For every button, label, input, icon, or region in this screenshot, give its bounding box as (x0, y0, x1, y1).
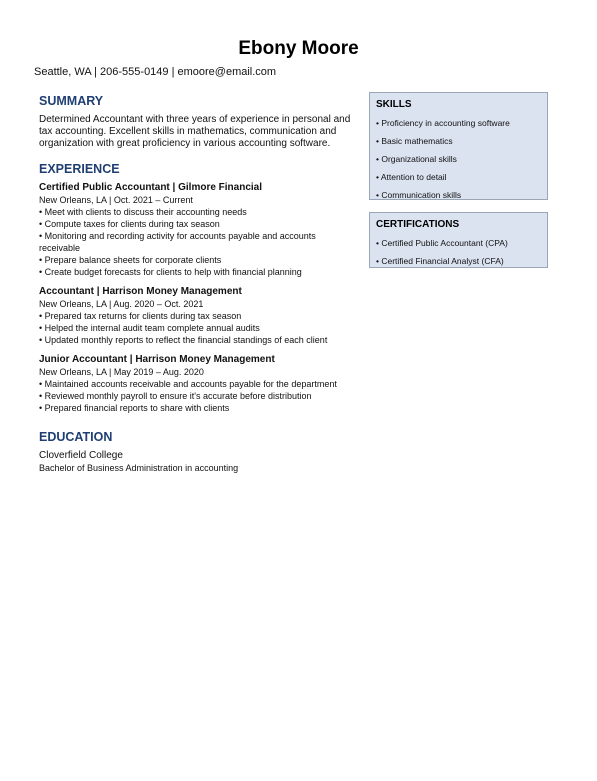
list-item: • Helped the internal audit team complete annual audits (39, 322, 359, 334)
job-bullets (39, 378, 359, 414)
list-item: • Meet with clients to discuss their accounting needs (39, 206, 359, 218)
list-item: • Prepare balance sheets for corporate clients (39, 254, 359, 266)
main-column (39, 94, 359, 474)
job-title: Certified Public Accountant | Gilmore Financial (39, 182, 263, 193)
job-title: Junior Accountant | Harrison Money Management (39, 354, 275, 365)
list-item: • Monitoring and recording activity for accounts payable and accounts receivable (39, 230, 359, 254)
certifications-heading: CERTIFICATIONS (376, 219, 460, 230)
job-meta: New Orleans, LA | May 2019 – Aug. 2020 (39, 367, 204, 377)
contact-line: Seattle, WA | 206-555-0149 | emoore@email.com (34, 66, 277, 78)
candidate-name: Ebony Moore (238, 38, 359, 59)
list-item: • Certified Financial Analyst (CFA) (376, 256, 541, 266)
list-item: • Compute taxes for clients during tax season (39, 218, 359, 230)
list-item: • Updated monthly reports to reflect the financial standings of each client (39, 334, 359, 346)
education-degree: Bachelor of Business Administration in accounting (39, 463, 239, 473)
experience-heading: EXPERIENCE (39, 162, 120, 176)
job-meta: New Orleans, LA | Aug. 2020 – Oct. 2021 (39, 299, 204, 309)
job-meta: New Orleans, LA | Oct. 2021 – Current (39, 195, 193, 205)
job-entry (39, 182, 359, 278)
education-school: Cloverfield College (39, 450, 123, 461)
list-item: • Basic mathematics (376, 136, 541, 146)
list-item: • Certified Public Accountant (CPA) (376, 238, 541, 248)
skills-heading: SKILLS (376, 99, 412, 110)
job-title: Accountant | Harrison Money Management (39, 286, 242, 297)
list-item: • Maintained accounts receivable and accounts payable for the department (39, 378, 359, 390)
skills-panel (369, 92, 548, 200)
list-item: • Prepared financial reports to share with clients (39, 402, 359, 414)
job-entry (39, 354, 359, 414)
skills-list (376, 118, 541, 200)
list-item: • Attention to detail (376, 172, 541, 182)
education-heading: EDUCATION (39, 430, 113, 444)
list-item: • Proficiency in accounting software (376, 118, 541, 128)
job-bullets (39, 310, 359, 346)
certifications-panel (369, 212, 548, 268)
summary-text: Determined Accountant with three years of experience in personal and tax accounting. Excellent skills in mathematics, communication and organization with great proficiency in various accounting software. (39, 114, 351, 149)
summary-heading: SUMMARY (39, 94, 104, 108)
job-entry (39, 286, 359, 346)
list-item: • Communication skills (376, 190, 541, 200)
list-item: • Prepared tax returns for clients during tax season (39, 310, 359, 322)
list-item: • Create budget forecasts for clients to help with financial planning (39, 266, 359, 278)
section-spacer (39, 422, 359, 430)
job-bullets (39, 206, 359, 278)
list-item: • Organizational skills (376, 154, 541, 164)
list-item: • Reviewed monthly payroll to ensure it's accurate before distribution (39, 390, 359, 402)
certifications-list (376, 238, 541, 266)
